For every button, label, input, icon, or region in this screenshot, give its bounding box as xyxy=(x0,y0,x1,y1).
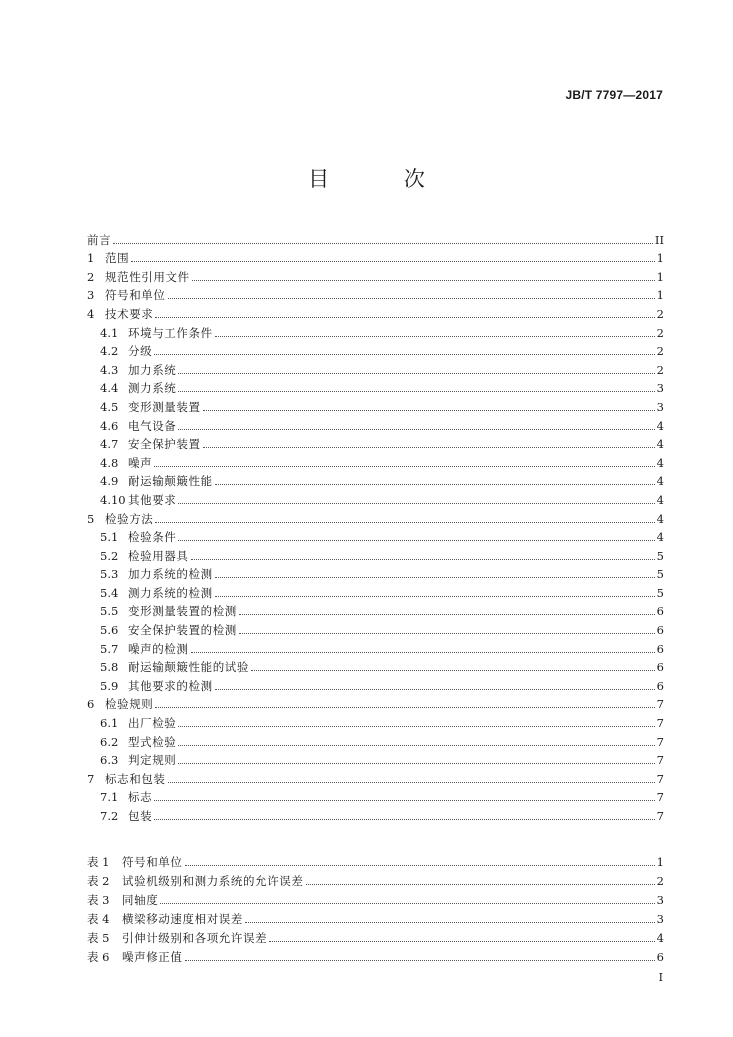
entry-page-number: 6 xyxy=(656,641,664,656)
entry-page-number: 7 xyxy=(656,809,664,823)
toc-entry[interactable] xyxy=(87,711,664,730)
entry-page-number: 4 xyxy=(656,931,664,945)
entry-number: 5 xyxy=(87,511,95,526)
entry-page-number: 4 xyxy=(656,455,664,470)
dot-leader xyxy=(160,902,654,904)
standard-code: JB/T 7797—2017 xyxy=(565,88,663,102)
entry-title: 安全保护装置 xyxy=(128,437,201,452)
entry-page-number: 4 xyxy=(656,530,664,545)
dot-leader xyxy=(178,502,654,504)
entry-page-number: 2 xyxy=(656,362,664,377)
dot-leader xyxy=(155,706,654,708)
toc-entry[interactable] xyxy=(87,637,664,656)
entry-number: 6.2 xyxy=(100,734,119,749)
entry-title: 噪声的检测 xyxy=(128,641,189,656)
entry-title: 横梁移动速度相对误差 xyxy=(122,912,243,926)
entry-title: 标志 xyxy=(128,790,153,805)
toc-entry[interactable] xyxy=(87,618,664,637)
entry-title: 测力系统 xyxy=(128,381,177,396)
dot-leader xyxy=(131,260,654,262)
entry-page-number: 7 xyxy=(656,790,664,805)
table-toc-entry[interactable] xyxy=(87,945,664,964)
entry-page-number: 2 xyxy=(656,306,664,321)
entry-title: 同轴度 xyxy=(122,893,159,907)
dot-leader xyxy=(192,279,655,281)
entry-number: 4.10 xyxy=(100,492,126,507)
entry-number: 5.9 xyxy=(100,678,119,693)
toc-entry[interactable] xyxy=(87,265,664,284)
entry-number: 表 2 xyxy=(87,874,110,888)
entry-page-number: 3 xyxy=(656,399,664,414)
entry-number: 4 xyxy=(87,306,95,321)
toc-entry[interactable] xyxy=(87,600,664,619)
entry-number: 5.7 xyxy=(100,641,119,656)
entry-title: 符号和单位 xyxy=(105,288,166,303)
toc-entry[interactable] xyxy=(87,377,664,396)
table-toc-entry[interactable] xyxy=(87,850,664,869)
dot-leader xyxy=(154,799,654,801)
entry-page-number: 1 xyxy=(656,288,664,303)
table-of-contents xyxy=(87,228,664,823)
toc-entry[interactable] xyxy=(87,581,664,600)
toc-entry[interactable] xyxy=(87,395,664,414)
dot-leader xyxy=(306,883,655,885)
toc-entry[interactable] xyxy=(87,563,664,582)
dot-leader xyxy=(178,390,654,392)
dot-leader xyxy=(269,940,654,942)
entry-page-number: 7 xyxy=(656,734,664,749)
entry-number: 4.9 xyxy=(100,474,119,489)
entry-title: 出厂检验 xyxy=(128,716,177,731)
entry-page-number: 4 xyxy=(656,474,664,489)
dot-leader xyxy=(168,297,655,299)
toc-entry[interactable] xyxy=(87,507,664,526)
entry-number: 表 5 xyxy=(87,931,110,945)
dot-leader xyxy=(155,316,654,318)
dot-leader xyxy=(215,688,655,690)
entry-title: 其他要求的检测 xyxy=(128,678,213,693)
entry-number: 2 xyxy=(87,269,95,284)
entry-title: 引伸计级别和各项允许误差 xyxy=(122,931,268,945)
dot-leader xyxy=(203,446,655,448)
toc-entry[interactable] xyxy=(87,526,664,545)
toc-entry[interactable] xyxy=(87,433,664,452)
table-toc-entry[interactable] xyxy=(87,888,664,907)
toc-entry[interactable] xyxy=(87,488,664,507)
entry-number: 表 3 xyxy=(87,893,110,907)
entry-number: 4.1 xyxy=(100,325,119,340)
entry-title: 范围 xyxy=(105,251,130,266)
dot-leader xyxy=(154,465,654,467)
table-toc-entry[interactable] xyxy=(87,907,664,926)
entry-number: 6 xyxy=(87,697,95,712)
toc-entry[interactable] xyxy=(87,340,664,359)
dot-leader xyxy=(191,651,655,653)
entry-number: 7 xyxy=(87,771,95,786)
entry-title: 安全保护装置的检测 xyxy=(128,623,237,638)
entry-page-number: 7 xyxy=(656,771,664,786)
entry-page-number: 7 xyxy=(656,697,664,712)
entry-number: 5.1 xyxy=(100,530,119,545)
entry-title: 加力系统的检测 xyxy=(128,567,213,582)
toc-entry[interactable] xyxy=(87,414,664,433)
entry-number: 表 4 xyxy=(87,912,110,926)
entry-page-number: 4 xyxy=(656,511,664,526)
page-title: 目 次 xyxy=(308,167,459,191)
toc-entry[interactable] xyxy=(87,656,664,675)
toc-entry[interactable] xyxy=(87,228,664,247)
entry-page-number: 2 xyxy=(656,325,664,340)
entry-title: 测力系统的检测 xyxy=(128,585,213,600)
entry-title: 判定规则 xyxy=(128,753,177,768)
entry-page-number: 6 xyxy=(656,950,664,964)
dot-leader xyxy=(113,242,653,244)
toc-entry[interactable] xyxy=(87,321,664,340)
entry-number: 表 6 xyxy=(87,950,110,964)
entry-title: 包装 xyxy=(128,809,153,823)
entry-number: 5.2 xyxy=(100,548,119,563)
dot-leader xyxy=(154,818,654,820)
table-toc-entry[interactable] xyxy=(87,926,664,945)
entry-number: 3 xyxy=(87,288,95,303)
toc-entry[interactable] xyxy=(87,767,664,786)
entry-page-number: 4 xyxy=(656,437,664,452)
entry-title: 变形测量装置的检测 xyxy=(128,604,237,619)
entry-title: 变形测量装置 xyxy=(128,399,201,414)
entry-title: 检验用器具 xyxy=(128,548,189,563)
entry-number: 6.3 xyxy=(100,753,119,768)
entry-number: 4.4 xyxy=(100,381,119,396)
dot-leader xyxy=(215,335,655,337)
table-toc-entry[interactable] xyxy=(87,869,664,888)
entry-page-number: 5 xyxy=(656,548,664,563)
entry-number: 7.2 xyxy=(100,809,119,823)
entry-title: 检验规则 xyxy=(105,697,154,712)
entry-title: 前言 xyxy=(87,232,112,247)
toc-entry[interactable] xyxy=(87,749,664,768)
entry-number: 1 xyxy=(87,251,95,266)
dot-leader xyxy=(203,409,655,411)
dot-leader xyxy=(215,595,655,597)
entry-number: 4.3 xyxy=(100,362,119,377)
entry-number: 5.4 xyxy=(100,585,119,600)
toc-entry[interactable] xyxy=(87,451,664,470)
toc-entry[interactable] xyxy=(87,247,664,266)
entry-page-number: 3 xyxy=(656,893,664,907)
entry-number: 5.3 xyxy=(100,567,119,582)
entry-page-number: 4 xyxy=(656,418,664,433)
dot-leader xyxy=(178,372,654,374)
entry-title: 耐运输颠簸性能 xyxy=(128,474,213,489)
entry-title: 规范性引用文件 xyxy=(105,269,190,284)
toc-entry[interactable] xyxy=(87,674,664,693)
entry-page-number: 6 xyxy=(656,660,664,675)
entry-number: 4.7 xyxy=(100,437,119,452)
dot-leader xyxy=(251,669,655,671)
entry-number: 7.1 xyxy=(100,790,119,805)
dot-leader xyxy=(155,521,654,523)
dot-leader xyxy=(178,744,654,746)
entry-number: 5.6 xyxy=(100,623,119,638)
dot-leader xyxy=(185,864,655,866)
dot-leader xyxy=(215,576,655,578)
entry-page-number: 6 xyxy=(656,604,664,619)
entry-title: 试验机级别和测力系统的允许误差 xyxy=(122,874,304,888)
entry-page-number: 6 xyxy=(656,678,664,693)
entry-number: 4.6 xyxy=(100,418,119,433)
entry-number: 表 1 xyxy=(87,855,110,869)
entry-number: 4.2 xyxy=(100,344,119,359)
dot-leader xyxy=(215,483,655,485)
entry-page-number: 5 xyxy=(656,567,664,582)
entry-title: 分级 xyxy=(128,344,153,359)
entry-page-number: 5 xyxy=(656,585,664,600)
dot-leader xyxy=(178,539,654,541)
dot-leader xyxy=(178,428,654,430)
entry-page-number: 4 xyxy=(656,492,664,507)
list-of-tables xyxy=(87,850,664,964)
entry-page-number: 1 xyxy=(656,855,664,869)
entry-title: 标志和包装 xyxy=(105,771,166,786)
dot-leader xyxy=(239,632,655,634)
entry-page-number: 3 xyxy=(656,381,664,396)
entry-title: 环境与工作条件 xyxy=(128,325,213,340)
dot-leader xyxy=(178,762,654,764)
entry-number: 4.8 xyxy=(100,455,119,470)
dot-leader xyxy=(185,959,655,961)
entry-title: 检验条件 xyxy=(128,530,177,545)
dot-leader xyxy=(154,353,654,355)
dot-leader xyxy=(245,921,655,923)
toc-entry[interactable] xyxy=(87,470,664,489)
dot-leader xyxy=(168,781,655,783)
entry-number: 6.1 xyxy=(100,716,119,731)
entry-title: 电气设备 xyxy=(128,418,177,433)
entry-page-number: 7 xyxy=(656,753,664,768)
toc-entry[interactable] xyxy=(87,544,664,563)
entry-page-number: 2 xyxy=(656,874,664,888)
entry-page-number: 7 xyxy=(656,716,664,731)
entry-title: 噪声修正值 xyxy=(122,950,183,964)
page-number: I xyxy=(658,971,663,984)
toc-entry[interactable] xyxy=(87,730,664,749)
toc-entry[interactable] xyxy=(87,302,664,321)
entry-title: 耐运输颠簸性能的试验 xyxy=(128,660,249,675)
entry-title: 技术要求 xyxy=(105,306,154,321)
entry-number: 5.5 xyxy=(100,604,119,619)
entry-number: 4.5 xyxy=(100,399,119,414)
entry-page-number: 1 xyxy=(656,251,664,266)
entry-page-number: 6 xyxy=(656,623,664,638)
entry-page-number: 2 xyxy=(656,344,664,359)
entry-title: 其他要求 xyxy=(128,492,177,507)
toc-entry[interactable] xyxy=(87,358,664,377)
dot-leader xyxy=(191,558,655,560)
entry-page-number: 3 xyxy=(656,912,664,926)
entry-title: 符号和单位 xyxy=(122,855,183,869)
toc-entry[interactable] xyxy=(87,804,664,823)
toc-entry[interactable] xyxy=(87,786,664,805)
entry-number: 5.8 xyxy=(100,660,119,675)
entry-title: 检验方法 xyxy=(105,511,154,526)
entry-title: 噪声 xyxy=(128,455,153,470)
entry-page-number: 1 xyxy=(656,269,664,284)
dot-leader xyxy=(178,725,654,727)
dot-leader xyxy=(239,613,655,615)
entry-page-number: II xyxy=(654,232,664,247)
entry-title: 型式检验 xyxy=(128,734,177,749)
entry-title: 加力系统 xyxy=(128,362,177,377)
toc-entry[interactable] xyxy=(87,284,664,303)
toc-entry[interactable] xyxy=(87,693,664,712)
